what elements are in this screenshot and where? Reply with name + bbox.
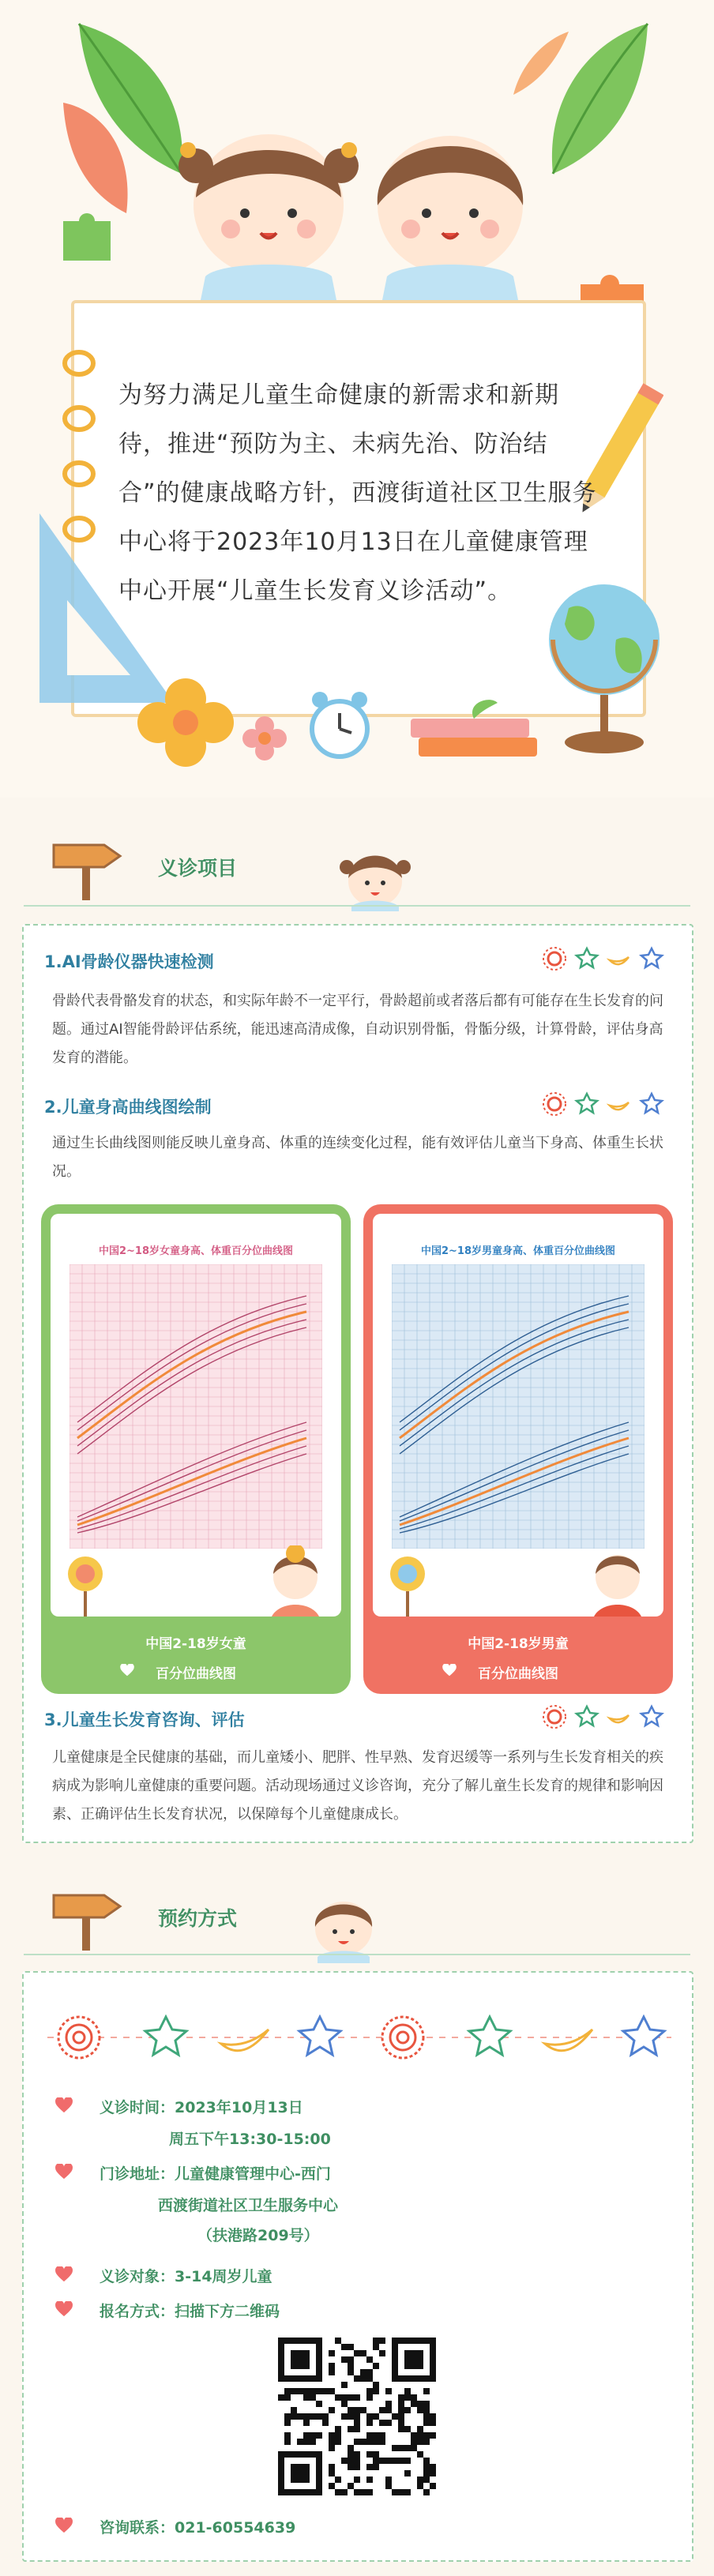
star-flower-icon bbox=[299, 2017, 340, 2055]
moon-icon bbox=[545, 2030, 592, 2051]
puzzle-left-icon bbox=[55, 205, 118, 268]
children-illustration bbox=[174, 118, 545, 316]
booking-signup-label: 报名方式：扫描下方二维码 bbox=[100, 2303, 280, 2320]
flower-icon bbox=[134, 675, 237, 770]
boy-chart-grid bbox=[392, 1264, 644, 1549]
booking-contact-label: 咨询联系：021-60554639 bbox=[100, 2519, 296, 2537]
flower-icon bbox=[574, 1091, 599, 1117]
booking-heading: 预约方式 bbox=[158, 1907, 238, 1930]
booking-time-sub: 周五下午13:30-15:00 bbox=[169, 2131, 331, 2148]
sun-icon bbox=[542, 1091, 567, 1117]
heart-icon bbox=[55, 2266, 73, 2282]
small-flower-icon bbox=[241, 715, 288, 762]
arrow-sign-icon bbox=[47, 831, 126, 902]
hero-banner bbox=[0, 0, 714, 798]
service-item-3-body: 儿童健康是全民健康的基础，而儿童矮小、肥胖、性早熟、发育迟缓等一系列与生长发育相关的疾病成为影响儿童健康的重要问题。活动现场通过义诊咨询，充分了解儿童生长发育的规律和影响因素、正确评估生长发育状况，以保障每个儿童健康成长。 bbox=[52, 1749, 663, 1823]
heart-icon bbox=[120, 1664, 134, 1677]
booking-target-label: 义诊对象：3-14周岁儿童 bbox=[100, 2268, 272, 2285]
intro-text: 为努力满足儿童生命健康的新需求和新期待，推进“预防为主、未病先治、防治结合”的健康战略方针，西渡街道社区卫生服务中心将于2023年10月13日在儿童健康管理中心开展“儿童生长发育义诊活动”。 bbox=[118, 381, 597, 605]
moon-icon bbox=[221, 2030, 269, 2051]
booking-address-sub2: （扶港路209号） bbox=[197, 2227, 319, 2244]
service-item-3-title: 3.儿童生长发育咨询、评估 bbox=[44, 1710, 245, 1729]
heart-icon bbox=[55, 2518, 73, 2533]
services-header bbox=[0, 821, 714, 908]
girl-chart-caption-line2: 百分位曲线图 bbox=[156, 1666, 236, 1682]
flower-icon bbox=[574, 1704, 599, 1729]
services-heading: 义诊项目 bbox=[158, 857, 238, 880]
boy-child-illustration bbox=[578, 1545, 657, 1617]
service-item-2-body: 通过生长曲线图则能反映儿童身高、体重的连续变化过程，能有效评估儿童当下身高、体重生长状况。 bbox=[52, 1135, 663, 1180]
sun-icon bbox=[58, 2017, 100, 2058]
service-item-1-body: 骨龄代表骨骼发育的状态，和实际年龄不一定平行，骨龄超前或者落后都有可能存在生长发育的问题。通过AI智能骨龄评估系统，能迅速高清成像，自动识别骨骺，骨骺分级，计算骨龄，评估身高发育的潜能。 bbox=[52, 993, 663, 1066]
booking-time-label: 义诊时间：2023年10月13日 bbox=[100, 2099, 303, 2116]
sun-icon bbox=[542, 946, 567, 971]
alarm-clock-icon bbox=[304, 685, 375, 764]
qr-code-icon[interactable] bbox=[278, 2338, 436, 2495]
heart-icon bbox=[55, 2164, 73, 2180]
service-item-2-title: 2.儿童身高曲线图绘制 bbox=[44, 1098, 212, 1117]
star-flower-icon bbox=[623, 2017, 664, 2055]
flower-icon bbox=[145, 2017, 186, 2055]
girl-child-illustration bbox=[256, 1545, 335, 1617]
girl-growth-chart bbox=[51, 1214, 341, 1617]
booking-address-label: 门诊地址：儿童健康管理中心-西门 bbox=[100, 2165, 331, 2183]
booking-header bbox=[0, 1872, 714, 1958]
heart-icon bbox=[55, 2301, 73, 2317]
service-item-1-title: 1.AI骨龄仪器快速检测 bbox=[44, 952, 214, 971]
moon-icon bbox=[607, 1091, 632, 1117]
arrow-sign-icon bbox=[47, 1881, 126, 1952]
girl-chart-caption-line1: 中国2-18岁女童 bbox=[145, 1636, 246, 1652]
sun-icon bbox=[382, 2017, 423, 2058]
lollipop-icon bbox=[384, 1553, 431, 1617]
moon-icon bbox=[607, 1704, 632, 1729]
star-flower-icon bbox=[639, 946, 664, 971]
booking-divider bbox=[24, 1954, 690, 1955]
boy-mascot-icon bbox=[300, 1892, 387, 1963]
flower-icon bbox=[469, 2017, 510, 2055]
star-flower-icon bbox=[639, 1704, 664, 1729]
moon-icon bbox=[607, 946, 632, 971]
lollipop-icon bbox=[62, 1553, 109, 1617]
boy-chart-caption-line2: 百分位曲线图 bbox=[478, 1666, 558, 1682]
girl-chart-grid bbox=[70, 1264, 322, 1549]
girl-growth-chart-card bbox=[41, 1204, 351, 1694]
flower-icon bbox=[574, 946, 599, 971]
heart-icon bbox=[442, 1664, 457, 1677]
boy-chart-caption-line1: 中国2-18岁男童 bbox=[468, 1636, 569, 1652]
boy-growth-chart bbox=[373, 1214, 663, 1617]
books-illustration bbox=[403, 695, 545, 766]
boy-growth-chart-card bbox=[363, 1204, 673, 1694]
services-divider bbox=[24, 905, 690, 907]
booking-address-sub1: 西渡街道社区卫生服务中心 bbox=[158, 2197, 339, 2214]
boy-chart-title: 中国2~18岁男童身高、体重百分位曲线图 bbox=[420, 1245, 616, 1257]
decoration-strip bbox=[47, 2006, 671, 2069]
girl-mascot-icon bbox=[336, 847, 415, 911]
heart-icon bbox=[55, 2097, 73, 2113]
star-flower-icon bbox=[639, 1091, 664, 1117]
sun-icon bbox=[542, 1704, 567, 1729]
girl-chart-title: 中国2~18岁女童身高、体重百分位曲线图 bbox=[98, 1245, 294, 1257]
